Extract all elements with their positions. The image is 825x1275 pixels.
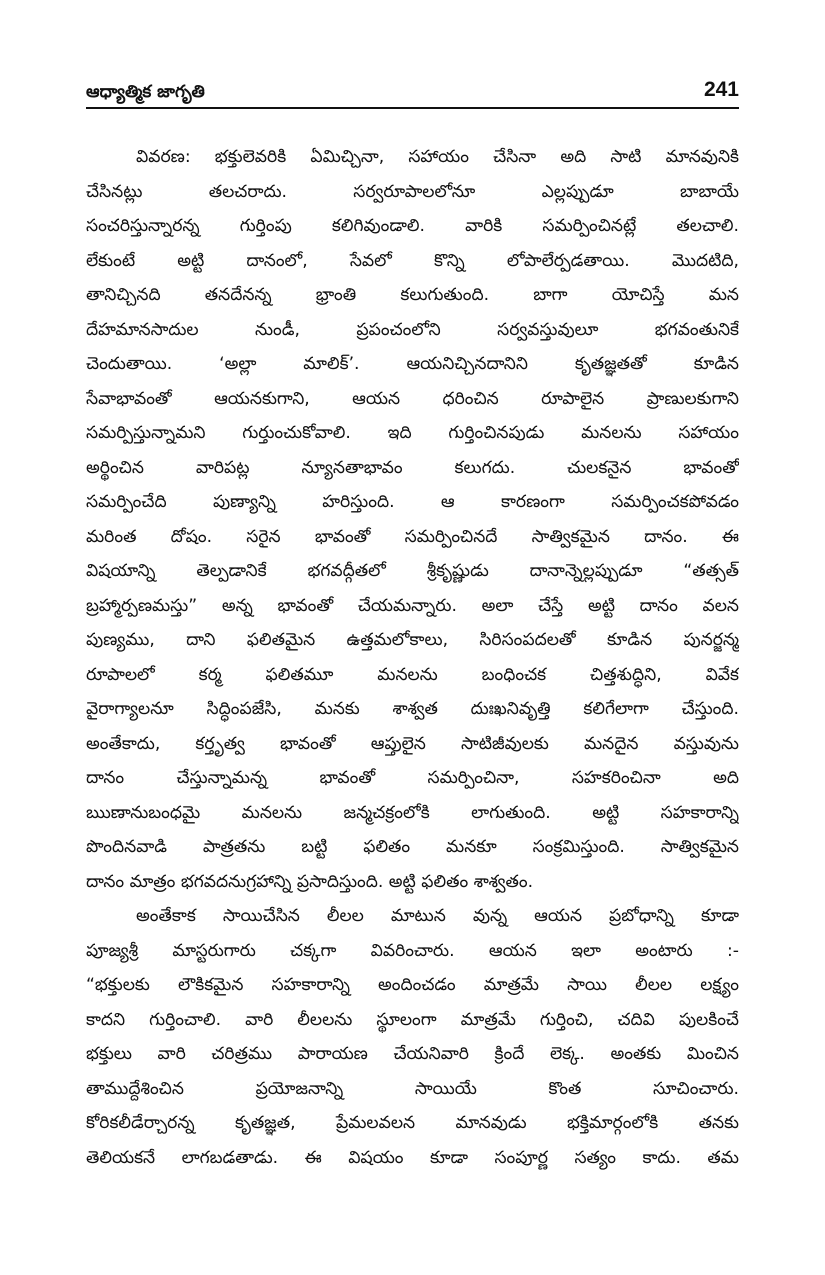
text-line: రూపాలలో కర్మ ఫలితమూ మనలను బంధించక చిత్తశుద్ధిని, వివేక xyxy=(86,664,739,685)
text-line: భక్తులు వారి చరిత్రము పారాయణ చేయనివారి క్రిందే లెక్క. అంతకు మించిన xyxy=(86,1044,739,1064)
text-line: సమర్పిస్తున్నామని గుర్తుంచుకోవాలి. ఇది గుర్తించినపుడు మనలను సహాయం xyxy=(86,423,739,443)
text-line: తానిచ్చినది తనదేనన్న భ్రాంతి కలుగుతుంది. బాగా యోచిస్తే మన xyxy=(86,285,739,305)
text-line: సమర్పించేది పుణ్యాన్ని హరిస్తుంది. ఆ కారణంగా సమర్పించకపోవడం xyxy=(86,492,739,512)
running-header xyxy=(86,78,739,108)
text-line: పొందినవాడి పాత్రతను బట్టి ఫలితం మనకూ సంక్రమిస్తుంది. సాత్వికమైన xyxy=(86,837,739,857)
text-line: దానం చేస్తున్నామన్న భావంతో సమర్పించినా, సహకరించినా అది xyxy=(86,768,739,788)
text-line: దేహమానసాదుల నుండీ, ప్రపంచంలోని సర్వవస్తువులూ భగవంతునికే xyxy=(86,319,739,340)
text-line: లేకుంటే అట్టి దానంలో, సేవలో కొన్ని లోపాలేర్పడతాయి. మొదటిది, xyxy=(86,250,739,271)
page-number: 241 xyxy=(703,78,739,101)
text-line: సంచరిస్తున్నారన్న గుర్తింపు కలిగివుండాలి. వారికి సమర్పించినట్లే తలచాలి. xyxy=(86,216,739,236)
page-body xyxy=(86,140,739,1175)
header-rule xyxy=(86,107,739,109)
text-line: తెలియకనే లాగబడతాడు. ఈ విషయం కూడా సంపూర్ణ సత్యం కాదు. తమ xyxy=(86,1147,739,1168)
paragraph-1 xyxy=(86,140,739,899)
text-line: కోరికలీడేర్చారన్న కృతజ్ఞత, ప్రేమలవలన మానవుడు భక్తిమార్గంలోకి తనకు xyxy=(86,1113,739,1133)
paragraph-2 xyxy=(86,899,739,1175)
text-line: “భక్తులకు లౌకికమైన సహకారాన్ని అందించడం మాత్రమే సాయి లీలల లక్ష్యం xyxy=(86,975,739,995)
text-line: దానం మాత్రం భగవదనుగ్రహాన్ని ప్రసాదిస్తుంది. అట్టి ఫలితం శాశ్వతం. xyxy=(86,871,534,892)
text-line: చేసినట్లు తలచరాదు. సర్వరూపాలలోనూ ఎల్లప్పుడూ బాబాయే xyxy=(86,181,739,202)
running-title: ఆధ్యాత్మిక జాగృతి xyxy=(86,82,205,102)
text-line: వివరణ: భక్తులెవరికి ఏమిచ్చినా, సహాయం చేసినా అది సాటి మానవునికి xyxy=(136,147,739,167)
text-line: మరింత దోషం. సరైన భావంతో సమర్పించినదే సాత్వికమైన దానం. ఈ xyxy=(86,526,739,547)
text-line: అర్థించిన వారిపట్ల న్యూనతాభావం కలుగదు. చులకనైన భావంతో xyxy=(86,457,739,478)
text-line: అంతేకాక సాయిచేసిన లీలల మాటున వున్న ఆయన ప్రబోధాన్ని కూడా xyxy=(136,906,739,926)
text-line: చెందుతాయి. ‘అల్లా మాలిక్’. ఆయనిచ్చినదానిని కృతజ్ఞతతో కూడిన xyxy=(86,354,739,374)
text-line: ఋణానుబంధమై మనలను జన్మచక్రంలోకి లాగుతుంది. అట్టి సహకారాన్ని xyxy=(86,802,739,823)
text-line: పూజ్యశ్రీ మాస్టరుగారు చక్కగా వివరించారు. ఆయన ఇలా అంటారు :- xyxy=(86,940,739,961)
text-line: తాముద్దేశించిన ప్రయోజనాన్ని సాయియే కొంత సూచించారు. xyxy=(86,1078,739,1099)
text-line: పుణ్యము, దాని ఫలితమైన ఉత్తమలోకాలు, సిరిసంపదలతో కూడిన పునర్జన్మ xyxy=(86,630,739,650)
text-line: కాదని గుర్తించాలి. వారి లీలలను స్థూలంగా మాత్రమే గుర్తించి, చదివి పులకించే xyxy=(86,1009,739,1030)
text-line: అంతేకాదు, కర్తృత్వ భావంతో ఆప్తులైన సాటిజీవులకు మనదైన వస్తువును xyxy=(86,733,739,754)
text-line: సేవాభావంతో ఆయనకుగాని, ఆయన ధరించిన రూపాలైన ప్రాణులకుగాని xyxy=(86,388,739,409)
text-line: వైరాగ్యాలనూ సిద్ధింపజేసి, మనకు శాశ్వత దుఃఖనివృత్తి కలిగేలాగా చేస్తుంది. xyxy=(86,699,739,719)
text-line: బ్రహ్మార్పణమస్తు” అన్న భావంతో చేయమన్నారు. అలా చేస్తే అట్టి దానం వలన xyxy=(86,595,739,616)
text-line: విషయాన్ని తెల్పడానికే భగవద్గీతలో శ్రీకృష్ణుడు దానాన్నెల్లప్పుడూ “తత్సత్ xyxy=(86,561,739,581)
